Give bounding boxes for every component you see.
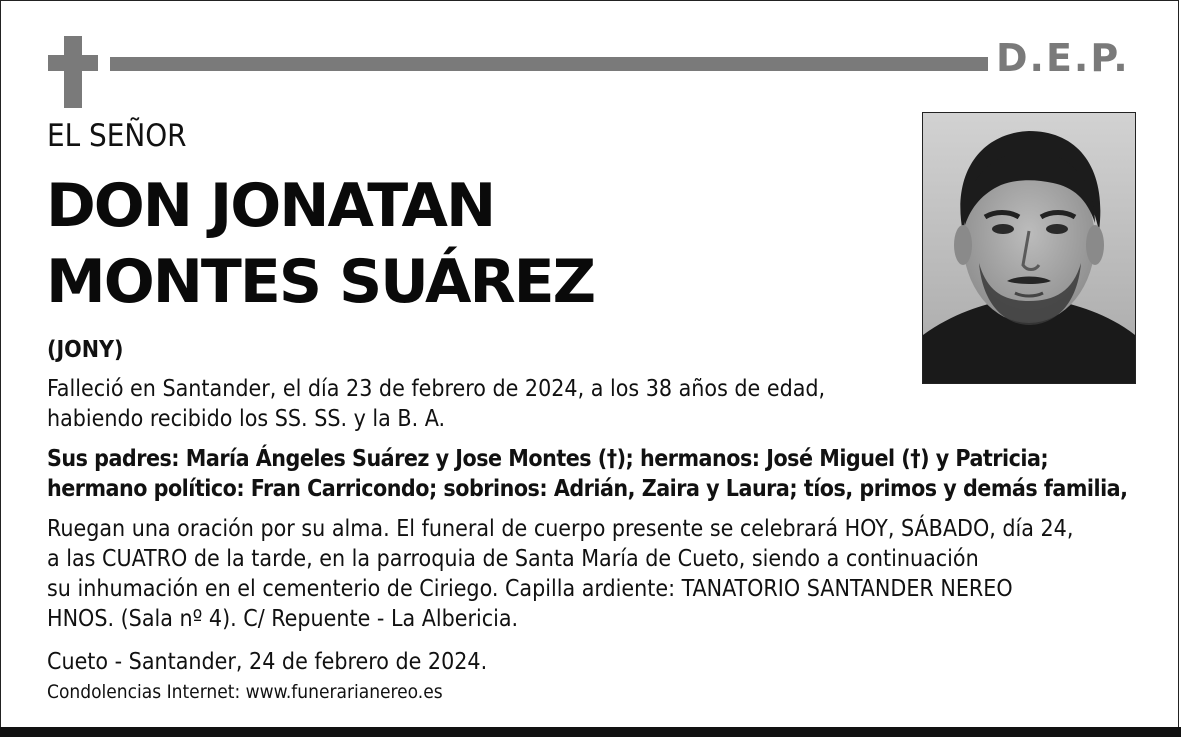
name-line-2: MONTES SUÁREZ <box>46 247 595 317</box>
nickname: (JONY) <box>47 337 124 363</box>
funeral-line: su inhumación en el cementerio de Ciriego. Capilla ardiente: TANATORIO SANTANDER NEREO <box>47 576 1013 602</box>
death-notice-line: Falleció en Santander, el día 23 de febrero de 2024, a los 38 años de edad, <box>47 376 826 402</box>
family-list <box>47 444 1128 504</box>
funeral-line: Ruegan una oración por su alma. El funeral de cuerpo presente se celebrará HOY, SÁBADO, día 24, <box>47 516 1074 542</box>
name-line-1: DON JONATAN <box>46 171 495 241</box>
portrait-photo <box>922 112 1136 384</box>
funeral-details <box>47 514 1073 634</box>
deceased-name <box>46 168 594 320</box>
funeral-line: HNOS. (Sala nº 4). C/ Repuente - La Albericia. <box>47 606 519 632</box>
death-notice-line: habiendo recibido los SS. SS. y la B. A. <box>47 406 446 432</box>
condolences-link: Condolencias Internet: www.funerarianereo.es <box>47 681 443 703</box>
header-rule <box>110 57 988 71</box>
bottom-border <box>0 727 1181 737</box>
place-date: Cueto - Santander, 24 de febrero de 2024. <box>47 649 488 675</box>
honorific: EL SEÑOR <box>47 118 187 154</box>
dep-label: D.E.P. <box>996 36 1130 80</box>
death-notice <box>47 374 825 434</box>
family-line: Sus padres: María Ángeles Suárez y Jose Montes (†); hermanos: José Miguel (†) y Patricia; <box>47 446 1049 472</box>
family-line: hermano político: Fran Carricondo; sobrinos: Adrián, Zaira y Laura; tíos, primos y demás familia, <box>47 476 1128 502</box>
funeral-line: a las CUATRO de la tarde, en la parroquia de Santa María de Cueto, siendo a continuación <box>47 546 979 572</box>
